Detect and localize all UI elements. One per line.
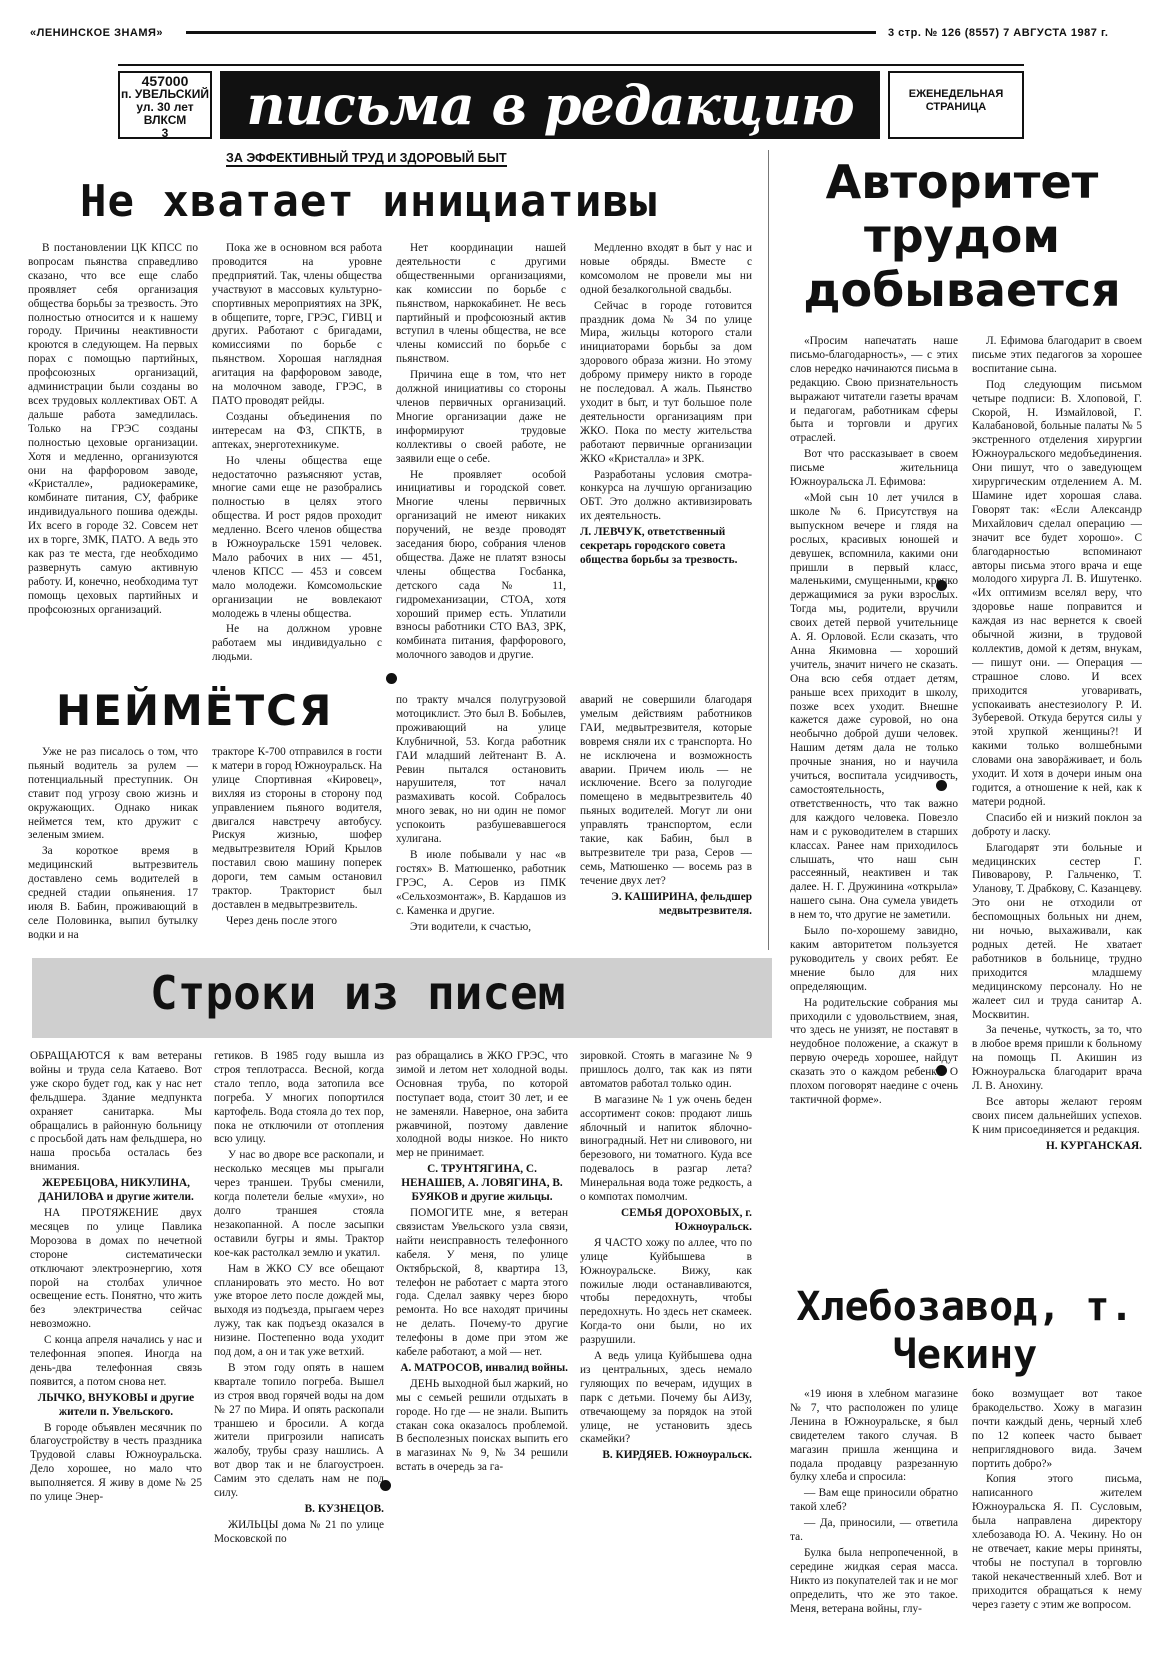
article3-signature: Э. КАШИРИНА, фельдшер медвытрезвителя. (611, 890, 752, 917)
paragraph: За печенье, чуткость, за то, что в любое время пришли к больному на помощь П. Акишин из Южноуральска благодарит врача Л. В. Анохину. (972, 1024, 1142, 1093)
paragraph: А ведь улица Куйбышева одна из центральных, здесь немало гуляющих по вечерам, идущих в парк с детьми. Почему бы АИЗу, отвечающему за порядок на этой улице, не установить здесь скамейки? (580, 1350, 752, 1446)
article1-column-3 (396, 242, 566, 670)
letter-1: ОБРАЩАЮТСЯ к вам ветераны войны и труда села Катаево. Вот уже скоро будет год, как у нас нет фельдшера. Здание медпункта охраняет санитарка. Мы обращались в районную больницу с просьбой дать нам фельдшера, но наша просьба осталась без внимания. (30, 1050, 202, 1174)
article1-signature: Л. ЛЕВЧУК, ответственный секретарь городского совета общества борьбы за трезвость. (580, 526, 738, 566)
article4-column-3 (396, 1050, 568, 1640)
paragraph: В постановлении ЦК КПСС по вопросам пьянства справедливо сказано, что все еще слабо проявляет себя организация общества борьбы за трезвость. Это полностью относится и к нашему городу. Причины неактивности кроются в следующем. На первых порах с помощью партийных, профсоюзных организаций, администрации были созданы во всех трудовых коллективах ОБТ. А дальше работа замедлилась. Только на ГРЭС созданы полностью цеховые организации. Хотя и медленно, организуются они на фарфоровом заводе, «Кристалле», радиокерамике, комбинате питания, СУ, фабрике индивидуального пошива одежды. Их всего в городе 32. Совсем нет их в торге, ЗМК, ПАТО. А ведь это как раз те места, где необходимо развернуть самую активную работу. И, конечно, необходима тут помощь цеховых партийных и профсоюзных организаций. (28, 242, 198, 616)
paragraph: тракторе К-700 отправился в гости к матери в город Южноуральск. На улице Спортивная «Кировец», вихляя из стороны в сторону под управлением пьяного водителя, двигался навстречу автобусу. Рискуя жизнью, шофер медвытрезвителя Юрий Крылов поставил свою машину поперек дороги, тем самым остановил трактор. Тракторист был доставлен в медвытрезвитель. (212, 746, 382, 911)
article4-column-4 (580, 1050, 752, 1640)
letter-5: ПОМОГИТЕ мне, я ветеран связистам Увельского узла связи, найти неисправность телефонного кабеля. У меня, по улице Октябрьской, 8, квартира 13, телефон не работает с марта этого года. Сделал заявку через бюро ремонта. Но все находят причины не делать. Почему-то другие телефоны в доме при этом же кабеле работают, а мой — нет. (396, 1206, 568, 1359)
paragraph: В магазине № 1 уж очень беден ассортимент соков: продают лишь яблочный и напиток яблочно-виноградный. Нет ни сливового, ни березового, ни томатного. Куда все подевалось в разгар лета? Минеральная вода тоже редкость, а о компотах помолчим. (580, 1093, 752, 1204)
article4-column-2 (214, 1050, 384, 1640)
section-banner (220, 71, 880, 139)
address-box (118, 71, 212, 139)
paragraph: — Да, приносили, — ответила та. (790, 1517, 958, 1544)
letter-2-signature: ЛЫЧКО, ВНУКОВЫ и другие жители п. Увельского. (37, 1391, 195, 1418)
banner-top-rule (118, 64, 1024, 66)
paragraph: Пока же в основном вся работа проводится на уровне предприятий. Так, члены общества участвуют в массовых культурно-спортивных мероприятиях на ЗРК, в общепите, торге, ГРЭС, ГИВЦ и других. Работают с бригадами, комиссиями по борьбе с пьянством. Хорошая наглядная агитация на фарфоровом заводе, на молочном заводе, ГРЭС, в ПАТО проводят рейды. (212, 242, 382, 407)
article3-column-3 (396, 694, 566, 946)
address-town: п. УВЕЛЬСКИЙ (120, 87, 210, 101)
article-title-initiative: Не хватает инициативы (80, 176, 658, 227)
article5-column-1 (790, 1388, 958, 1638)
paragraph: Уже не раз писалось о том, что пьяный водитель за рулем — потенциальный преступник. Он ставит под угрозу свою жизнь и окружающих. Однако никак неймется тем, кто дружит с зеленым змием. (28, 746, 198, 842)
article4-column-1 (30, 1050, 202, 1640)
issue-line: 3 стр. № 126 (8557) 7 АВГУСТА 1987 г. (888, 27, 1109, 39)
paragraph: Не проявляет особой инициативы и городской совет. Многие члены первичных организаций не имеют никаких поручений, не везде проводят заседания бюро, собрания членов общества. Даже не платят взносы члены общества Госбанка, детского сада № 11, гидромеханизации, СТОА, хотя хороший пример есть. Уплатили взносы работники СТО ВАЗ, ЗРК, комбината питания, фарфорового, молочного заводов и другие. (396, 468, 566, 662)
paragraph: зировкой. Стоять в магазине № 9 пришлось долго, так как из пяти автоматов работал только один. (580, 1050, 752, 1090)
paragraph: «19 июня в хлебном магазине № 7, что расположен по улице Ленина в Южноуральске, я был свидетелем такого случая. В магазин пришла женщина и подала продавцу разрезанную булку хлеба и спросила: (790, 1388, 958, 1484)
paragraph: Через день после этого (226, 914, 337, 927)
paragraph: Вот что рассказывает в своем письме жительница Южноуральска Л. Ефимова: (790, 448, 958, 489)
article3-column-2 (212, 746, 382, 946)
paragraph: Но члены общества еще недостаточно разъясняют устав, многие сами еще не разобрались полностью в целях этого общества. И рост рядов проходит медленно. Всего членов общества в Южноуральске 1591 человек. Мало рабочих в них — 451, членов КПСС — 453 и совсем мало молодежи. Комсомольские организации не вовлекают молодежь в члены общества. (212, 454, 382, 620)
article-title-lines: Строки из писем (150, 966, 566, 1020)
paragraph: по тракту мчался полугрузовой мотоциклист. Это был В. Бобылев, проживающий на улице Клубничной, 53. Когда работник ГАИ младший лейтенант В. А. Ревин пытался остановить нарушителя, тот начал размахивать косой. Собралось много зевак, но ни один не помог успокоить разбушевавшегося хулигана. (396, 694, 566, 846)
paragraph: Под следующим письмом четыре подписи: В. Хлоповой, Г. Скорой, Н. Измайловой, Г. Калабановой, больные палаты № 5 экстренного отделения хирургии Южноуральского медобъединения. Они пишут, что о заведующем хирургическим отделением А. М. Шамине идет хорошая слава. Говорят так: «Если Александр Михайлович сделал операцию — значит все будет хорошо». С благодарностью вспоминают авторы письма этого врача и еще молодого хирурга Л. В. Ишутенко. «Их оптимизм вселял веру, что здоровье наше поправится и каждая из нас вернется к своей обычной жизни, в трудовой коллектив, домой к детям, внукам, — пишут они. — Операция — страшное слово. И всех приходится уговаривать, успокаивать анестезиологу Р. И. Зуберевой. Откуда берутся силы у этой хрупкой женщины?! И какими только волшебными словами она заворäживает, и боль уходит. И хотя в дочери иным она годится, а отношение к ней, как к матери родной. (972, 378, 1142, 808)
paragraph: В этом году опять в нашем квартале топило погреба. Вышел из строя ввод горячей воды на дом № 27 по Мира. И опять раскопали траншею и бросили. А когда жители пригрозили написать жалобу, трубы сразу нашлись. А вот двор так и не благоустроен. Самим это сделать нам не под силу. (214, 1361, 384, 1500)
article-title-neimetsya: НЕЙМЁТСЯ (56, 686, 334, 735)
letter-2: НА ПРОТЯЖЕНИЕ двух месяцев по улице Павлика Морозова в домах по нечетной стороне систематически отключают электроэнергию, хотя порой на столбах уличное освещение есть. Понятно, что жить без электричества сейчас невозможно. (30, 1206, 202, 1331)
paragraph: В июле побывали у нас «в гостях» В. Матюшенко, работник ГРЭС, А. Серов из ПМК «Сельхозмонтаж», В. Кардашов из с. Каменка и другие. (396, 848, 566, 917)
paragraph: Причина еще в том, что нет должной инициативы со стороны членов первичных организаций. Многие организации даже не информируют трудовые коллективы о своей работе, не заявили еще о себе. (396, 369, 566, 465)
paragraph: Эти водители, к счастью, (410, 920, 532, 933)
paragraph: Л. Ефимова благодарит в своем письме этих педагогов за хорошее воспитание сына. (972, 335, 1142, 375)
column-rule (768, 150, 769, 950)
paragraph: Созданы объединения по интересам на ФЗ, СПКТБ, в аптеках, энерготехникуме. (212, 410, 382, 451)
article3-column-4 (580, 694, 752, 946)
paragraph: Разработаны условия смотра-конкурса на лучшую организацию ОБТ. Это должно активизировать их деятельность. (580, 468, 752, 523)
letter-4-signature: С. ТРУНТЯГИНА, С. НЕНАШЕВ, А. ЛОВЯГИНА, В. БУЯКОВ и другие жильцы. (401, 1163, 563, 1204)
weekly-page-box (888, 71, 1024, 139)
address-house: 3 (161, 126, 169, 140)
article5-column-2 (972, 1388, 1142, 1638)
paragraph: раз обращались в ЖКО ГРЭС, что зимой и летом нет холодной воды. Основная труба, по которой поступает вода, стоит 30 лет, и ее не заменяли. Наверное, она забита ржавчиной, поэтому давление холодной воды низкое. Но никто мер не принимает. (396, 1050, 568, 1160)
paragraph: — Вам еще приносили обратно такой хлеб? (790, 1487, 958, 1514)
article2-signature: Н. КУРГАНСКАЯ. (1046, 1139, 1142, 1152)
paragraph: боко возмущает вот такое бракодельство. Хожу в магазин почти каждый день, черный хлеб по 12 копеек часто бывает непригляднового вида. Зачем портить добро?» (972, 1388, 1142, 1470)
paragraph: аварий не совершили благодаря умелым действиям работников ГАИ, медвытрезвителя, которые вовремя сняли их с транспорта. Но не исключена и возможность аварии. Причем июль — не исключение. Всего за полугодие помещено в медвытрезвитель 40 пьяных водителей. Могут ли они управлять транспортом, если такие, как Бабин, был в вытрезвителе три раза, Серов — семь, Матюшенко — восемь раз в течение двух лет? (580, 694, 752, 887)
article-rubric: ЗА ЭФФЕКТИВНЫЙ ТРУД И ЗДОРОВЫЙ БЫТ (226, 151, 507, 165)
newspaper-name: «ЛЕНИНСКОЕ ЗНАМЯ» (30, 27, 164, 39)
paragraph: Медленно входят в быт у нас и новые обряды. Вместе с комсомолом не провели мы ни одной безалкогольной свадьбы. (580, 242, 752, 296)
paragraph: Все авторы желают героям своих писем дальнейших успехов. К ним присоединяется и редакция. (972, 1095, 1142, 1136)
paragraph: Копия этого письма, написанного жителем Южноуральска Я. П. Сусловым, была направлена директору хлебозавода Ю. А. Чекину. Но он не отвечает, какие меры приняты, чтобы не поступал в торговлю такой некачественный хлеб. Вот и приходится обращаться к нему через газету с этим же вопросом. (972, 1473, 1142, 1611)
paragraph: «Просим напечатать наше письмо-благодарность», — с этих слов нередко начинаются письма в редакцию. Свою признательность выражают читатели газеты врачам и педагогам, работникам сферы быта и торговли и других отраслей. (790, 335, 958, 445)
letter-6: ДЕНЬ выходной был жаркий, но мы с семьей решили отдыхать в городе. Но где — не знали. Выпить стакан сока оказалось проблемой. В бесполезных поисках выпить его в магазинах № 9, № 34 решили встать в очередь за га- (396, 1377, 568, 1474)
address-street: ул. 30 лет ВЛКСМ (136, 100, 194, 127)
paragraph: «Мой сын 10 лет учился в школе № 6. Присутствуя на выпускном вечере и глядя на рослых, красивых юношей и девушек, вспомнила, какими они пришли в первый класс, маленькими, смущенными, крепко держащимися за руки взрослых. Тогда мы, родители, вручили своих детей первой учительнице А. Я. Орловой. Если сказать, что Анна Якимовна — хороший учитель, значит ничего не сказать. Она всю себя отдает детям, раньше всех приходит в школу, позже всех уходит. Внешне кажется даже суровой, но она необычно доброй души человек. Нашим детям дала не только прочные знания, но и научила учиться, воспитала усидчивость, самостоятельность, ответственность, что так важно для каждого человека. Повезло нам и с руководителем в старших классах. Ранее нам приходилось слышать, что наш сын рассеянный, неактивен и так далее. Н. Г. Дружинина «открыла» нашего сына. Она сумела увидеть в нем то, что другие не заметили. (790, 491, 958, 922)
paragraph: На родительские собрания мы приходили с удовольствием, зная, что здесь не унизят, не поставят в неудобное положение, а скажут в первую очередь хорошее, найдут сказать это о каждом ребенке. О плохом поговорят наедине с очень тактичной форме». (790, 996, 958, 1106)
letter-5-signature: А. МАТРОСОВ, инвалид войны. (400, 1361, 568, 1374)
paragraph: Булка была непропеченной, в середине жидкая серая масса. Никто из покупателей так и не мог определить, что же это такое. Меня, ветерана войны, глу- (790, 1546, 958, 1615)
letter-1-signature: ЖЕРЕБЦОВА, НИКУЛИНА, ДАНИЛОВА и другие жители. (38, 1177, 194, 1204)
paragraph: За короткое время в медицинский вытрезвитель доставлено семь водителей в средней стадии опьянения. 17 июля В. Бабин, проживающий в селе Половинка, выпил бутылку водки и на (28, 845, 198, 941)
weekly-label-2: СТРАНИЦА (925, 101, 987, 113)
address-zip: 457000 (141, 73, 189, 89)
article-title-authority: Авторитет трудом добывается (803, 155, 1121, 317)
letter-3: В городе объявлен месячник по благоустройству в честь праздника Трудовой славы Южноуральска. Дело хорошее, но мало что выполняется. Я живу в доме № 25 по улице Энер- (30, 1421, 202, 1504)
paragraph: гетиков. В 1985 году вышла из строя теплотрасса. Весной, когда стало тепло, вода затопила все погреба. У многих попортился картофель. Вода стояла до тех пор, пока не отключили от отопления всю улицу. (214, 1050, 384, 1146)
article2-column-2 (972, 335, 1142, 1260)
article1-column-2 (212, 242, 382, 670)
paragraph: Сейчас в городе готовится праздник дома № 34 по улице Мира, жильцы которого стали инициаторами борьбы за дом здорового образа жизни. Но этому доброму примеру никто в городе не последовал. А жаль. Пьянство уходит в быт, и тут большое поле деятельности организациям при ЖКО. Пока по месту жительства работают первичные организации ЖКО «Кристалла» и ЗРК. (580, 299, 752, 465)
letter-3-signature: В. КУЗНЕЦОВ. (304, 1503, 384, 1515)
article-title-bakery: Хлебозавод, т. Чекину (796, 1284, 1134, 1378)
paragraph: Было по-хорошему завидно, каким авторитетом пользуется руководитель у своих ребят. Ее мнение было для них определяющим. (790, 925, 958, 993)
article1-column-1 (28, 242, 198, 670)
letter-4: ЖИЛЬЦЫ дома № 21 по улице Московской по (214, 1518, 384, 1545)
weekly-label: ЕЖЕНЕДЕЛЬНАЯ (908, 88, 1004, 100)
paragraph: Нет координации нашей деятельности с другими общественными организациями, как комиссии по борьбе с пьянством, наркокабинет. Не весь партийный и профсоюзный актив вступил в члены общества, не все члены комиссий по борьбе с пьянством. (396, 242, 566, 366)
paragraph: Благодарят эти больные и медицинских сестер Г. Пивоварову, Р. Гальченко, Т. Уланову, Т. Драбкову, С. Казанцеву. Это они не отходили от беспомощных больных ни днем, ни ночью, выхаживали, как родных детей. Не хватает работников в больнице, трудно приходится младшему медицинскому персоналу. Но не жалеет сил и труда санитар А. Москвитин. (972, 841, 1142, 1021)
paragraph: Не на должном уровне работаем мы индивидуально с людьми. (212, 623, 382, 664)
banner-title: письма в редакцию (246, 73, 854, 137)
header-rule (186, 31, 876, 34)
letter-7-signature: В. КИРДЯЕВ. Южноуральск. (602, 1449, 752, 1462)
divider-dot (386, 673, 397, 684)
article1-column-4 (580, 242, 752, 670)
paragraph: С конца апреля начались у нас и телефонная эпопея. Иногда на день-два телефонная связь появится, а потом снова нет. (30, 1334, 202, 1388)
letter-7: Я ЧАСТО хожу по аллее, что по улице Куйбышева в Южноуральске. Вижу, как пожилые люди останавливаются, чтобы передохнуть, чтобы передохнуть. Но здесь нет скамеек. Когда-то они были, но их разрушили. (580, 1236, 752, 1347)
article3-column-1 (28, 746, 198, 946)
paragraph: Спасибо ей и низкий поклон за доброту и ласку. (972, 811, 1142, 838)
paragraph: У нас во дворе все раскопали, и несколько месяцев мы прыгали через траншеи. Трубы сменили, когда полетели белые «мухи», но долго траншея стояла незакопанной. А после засыпки оставили бугры и ямы. Трактор кое-как растолкал землю и укатил. (214, 1149, 384, 1259)
paragraph: Нам в ЖКО СУ все обещают спланировать это место. Но вот уже второе лето после дождей мы, выходя из подъезда, прыгаем через лужу, так как подъезд оказался в низине. Постепенно вода уходит под дом, а он и так уже ветхий. (214, 1262, 384, 1359)
article2-column-1 (790, 335, 958, 1260)
letter-6-signature: СЕМЬЯ ДОРОХОВЫХ, г. Южноуральск. (621, 1206, 752, 1233)
